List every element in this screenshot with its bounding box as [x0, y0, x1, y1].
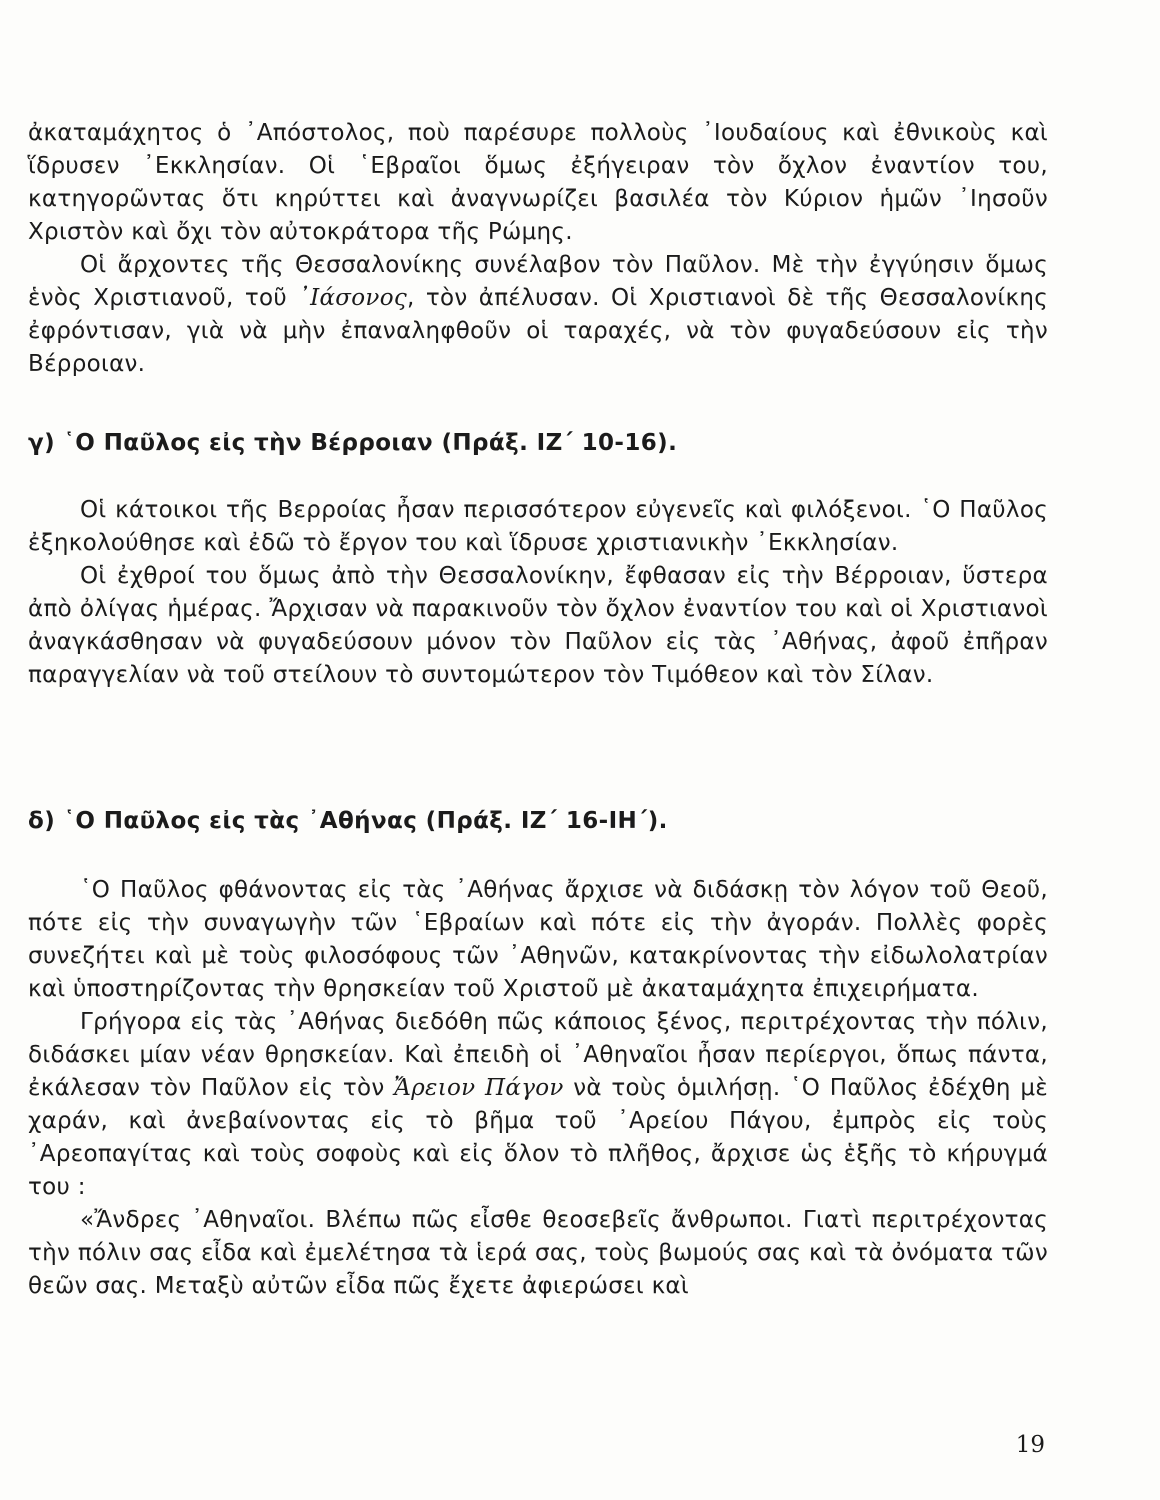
paragraph-athens-teaching: ῾Ο Παῦλος φθάνοντας εἰς τὰς ᾿Αθήνας ἄρχισε νὰ διδάσκῃ τὸν λόγον τοῦ Θεοῦ, πότε εἰς τὴν συναγωγὴν τῶν ῾Εβραίων καὶ πότε εἰς τὴν ἀγοράν. Πολλὲς φορὲς συνεζήτει καὶ μὲ τοὺς φιλοσόφους τῶν ᾿Αθηνῶν, κατακρίνοντας τὴν εἰδωλολατρίαν καὶ ὑποστηρίζοντας τὴν θρησκείαν τοῦ Χριστοῦ μὲ ἀκαταμάχητα ἐπιχειρήματα.: [28, 877, 1048, 1002]
paragraph-jason: [28, 249, 1048, 381]
athens-text-block: [28, 874, 1048, 1303]
jason-name: ᾿Ιάσονος: [298, 285, 408, 311]
paragraph-areopagus: [28, 1006, 1048, 1204]
paragraph-jason-part-a: Οἱ ἄρχοντες τῆς Θεσσαλονίκης συνέλαβον τὸν Παῦλον. Μὲ τὴν ἐγγύησιν ὅμως ἑνὸς Χριστιανοῦ, τοῦ: [28, 252, 1048, 311]
beroea-text-block: [28, 494, 1048, 692]
areopagus-name: Ἄρειον Πάγον: [394, 1075, 564, 1101]
top-text-block: [28, 117, 1048, 381]
paragraph-speech: «Ἄνδρες ᾿Αθηναῖοι. Βλέπω πῶς εἶσθε θεοσεβεῖς ἄνθρωποι. Γιατὶ περιτρέχοντας τὴν πόλιν σας εἶδα καὶ ἐμελέτησα τὰ ἱερά σας, τοὺς βωμούς σας καὶ τὰ ὀνόματα τῶν θεῶν σας. Μεταξὺ αὐτῶν εἶδα πῶς ἔχετε ἀφιερώσει καὶ: [28, 1207, 1048, 1299]
paragraph-areopagus-part-b: νὰ τοὺς ὁμιλήσῃ. ῾Ο Παῦλος ἐδέχθη μὲ χαράν, καὶ ἀνεβαίνοντας εἰς τὸ βῆμα τοῦ ᾿Αρείου Πάγου, ἐμπρὸς εἰς τοὺς ᾿Αρεοπαγίτας καὶ τοὺς σοφοὺς καὶ εἰς ὅλον τὸ πλῆθος, ἄρχισε ὡς ἑξῆς τὸ κήρυγμά του :: [28, 1075, 1048, 1200]
heading-beroea: γ) ῾Ο Παῦλος εἰς τὴν Βέρροιαν (Πράξ. ΙΖ΄ 10-16).: [28, 430, 678, 456]
page-number: 19: [1015, 1432, 1045, 1458]
paragraph-jason-part-b: , τὸν ἀπέλυσαν. Οἱ Χριστιανοὶ δὲ τῆς Θεσσαλονίκης ἐφρόντισαν, γιὰ νὰ μὴν ἐπαναληφθοῦν οἱ ταραχές, νὰ τὸν φυγαδεύσουν εἰς τὴν Βέρροιαν.: [28, 285, 1049, 377]
paragraph-areopagus-part-a: Γρήγορα εἰς τὰς ᾿Αθήνας διεδόθη πῶς κάποιος ξένος, περιτρέχοντας τὴν πόλιν, διδάσκει μίαν νέαν θρησκείαν. Καὶ ἐπειδὴ οἱ ᾿Αθηναῖοι ἦσαν περίεργοι, ὅπως πάντα, ἐκάλεσαν τὸν Παῦλον εἰς τὸν: [28, 1009, 1048, 1101]
heading-athens: δ) ῾Ο Παῦλος εἰς τὰς ᾿Αθήνας (Πράξ. ΙΖ΄ 16-ΙΗ΄).: [28, 808, 668, 834]
paragraph-beroea-enemies: Οἱ ἐχθροί του ὅμως ἀπὸ τὴν Θεσσαλονίκην, ἔφθασαν εἰς τὴν Βέρροιαν, ὕστερα ἀπὸ ὀλίγας ἡμέρας. Ἄρχισαν νὰ παρακινοῦν τὸν ὄχλον ἐναντίον του καὶ οἱ Χριστιανοὶ ἀναγκάσθησαν νὰ φυγαδεύσουν μόνον τὸν Παῦλον εἰς τὰς ᾿Αθήνας, ἀφοῦ ἐπῆραν παραγγελίαν νὰ τοῦ στείλουν τὸ συντομώτερον τὸν Τιμόθεον καὶ τὸν Σίλαν.: [28, 563, 1048, 688]
paragraph-continuation: ἀκαταμάχητος ὁ ᾿Απόστολος, ποὺ παρέσυρε πολλοὺς ᾿Ιουδαίους καὶ ἐθνικοὺς καὶ ἵδρυσεν ᾿Εκκλησίαν. Οἱ ῾Εβραῖοι ὅμως ἐξήγειραν τὸν ὄχλον ἐναντίον του, κατηγορῶντας ὅτι κηρύττει καὶ ἀναγνωρίζει βασιλέα τὸν Κύριον ἡμῶν ᾿Ιησοῦν Χριστὸν καὶ ὄχι τὸν αὐτοκράτορα τῆς Ρώμης.: [28, 120, 1048, 245]
paragraph-beroea-people: Οἱ κάτοικοι τῆς Βερροίας ἦσαν περισσότερον εὐγενεῖς καὶ φιλόξενοι. ῾Ο Παῦλος ἐξηκολούθησε καὶ ἐδῶ τὸ ἔργον του καὶ ἵδρυσε χριστιανικὴν ᾿Εκκλησίαν.: [28, 497, 1048, 556]
